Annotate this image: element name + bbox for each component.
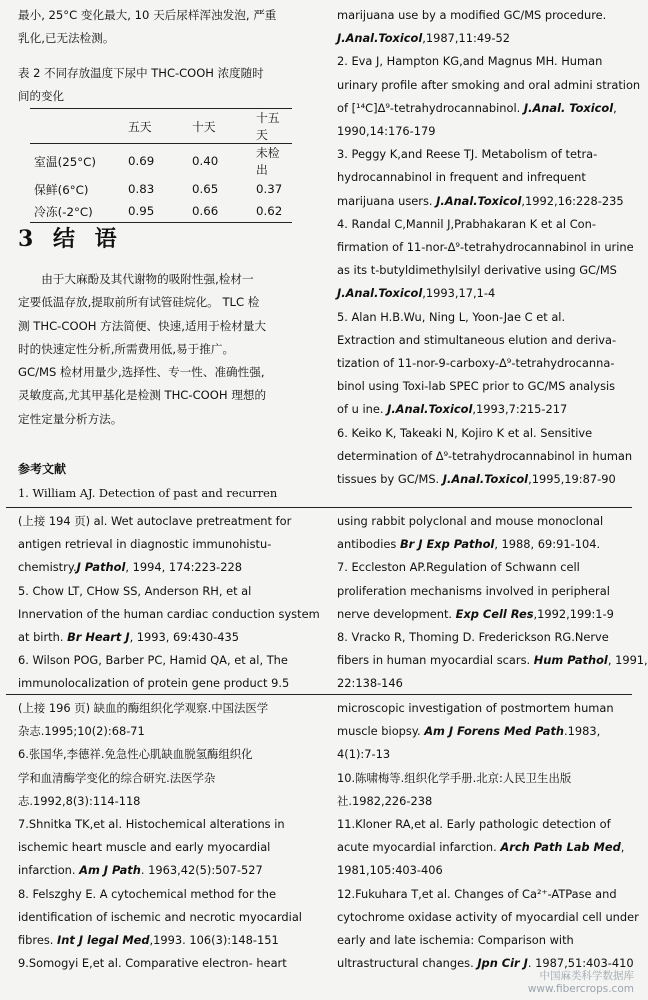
reference-line bbox=[337, 398, 627, 421]
reference-line bbox=[18, 697, 316, 720]
journal-name: J.Anal.Toxicol bbox=[337, 31, 423, 46]
journal-name: Exp Cell Res bbox=[455, 606, 534, 621]
journal-name: Int J legal Med bbox=[57, 933, 150, 948]
reference-line bbox=[337, 580, 627, 603]
table-cell: 0.65 bbox=[192, 182, 219, 196]
reference-line bbox=[337, 836, 627, 859]
reference-line bbox=[337, 626, 627, 649]
table-caption-line: 表 2 不同存放温度下尿中 THC-COOH 浓度随时 bbox=[18, 66, 264, 80]
reference-text: 学和血清酶学变化的综合研究.法医学杂 bbox=[18, 770, 216, 785]
reference-text: 7. Eccleston AP.Regulation of Schwann cell bbox=[337, 560, 580, 575]
journal-name: Am J Path bbox=[79, 863, 141, 878]
reference-text: of [¹⁴C]Δ⁹-tetrahydrocannabinol. bbox=[337, 100, 524, 115]
reference-line bbox=[18, 767, 316, 790]
journal-name: J.Anal.Toxicol bbox=[442, 472, 529, 487]
reference-line bbox=[18, 556, 316, 579]
reference-text: firmation of 11-nor-Δ⁹-tetrahydrocannabinol in urine bbox=[337, 240, 634, 255]
reference-line bbox=[337, 649, 648, 672]
table-row bbox=[30, 178, 292, 200]
table-cell: 0.69 bbox=[128, 154, 155, 168]
reference-line bbox=[337, 352, 627, 375]
table-row bbox=[30, 200, 292, 223]
references-column-bottom-left bbox=[18, 697, 316, 975]
reference-text: Extraction and stimultaneous elution and deriva- bbox=[337, 332, 617, 347]
table-header-row bbox=[30, 109, 292, 144]
reference-text: fibers in human myocardial scars. bbox=[337, 653, 534, 668]
reference-line bbox=[337, 672, 627, 695]
reference-text: urinary profile after smoking and oral admini stration bbox=[337, 77, 641, 92]
reference-line bbox=[337, 120, 627, 143]
conclusion-line: 由于大麻酚及其代谢物的吸附性强,检材一 bbox=[41, 272, 254, 286]
conclusion-line: 定要低温存放,提取前所有试管硅烷化。 TLC 检 bbox=[18, 295, 260, 310]
reference-line bbox=[337, 74, 641, 97]
reference-line bbox=[18, 859, 316, 882]
table-cell: 0.83 bbox=[128, 182, 155, 196]
reference-text: acute myocardial infarction. bbox=[337, 840, 501, 855]
reference-line bbox=[337, 720, 627, 743]
reference-citation: , 1991, bbox=[607, 653, 648, 668]
reference-item: 1. William AJ. Detection of past and recurren bbox=[18, 486, 278, 500]
reference-text: 3. Peggy K,and Reese TJ. Metabolism of tetra- bbox=[337, 147, 598, 162]
reference-line bbox=[337, 859, 627, 882]
reference-citation: ,1992,16:228-235 bbox=[521, 193, 624, 208]
reference-line bbox=[18, 813, 316, 836]
table-cell: 未检出 bbox=[256, 146, 280, 177]
reference-line bbox=[18, 626, 316, 649]
references-column-top-right bbox=[337, 4, 641, 491]
table-header-cell: 五天 bbox=[124, 109, 188, 144]
reference-line bbox=[337, 813, 627, 836]
watermark-url: www.fibercrops.com bbox=[527, 983, 634, 995]
reference-text: determination of Δ⁹-tetrahydrocannabinol in human bbox=[337, 448, 633, 463]
reference-text: immunolocalization of protein gene product 9.5 bbox=[18, 676, 290, 691]
reference-line bbox=[337, 4, 627, 27]
section-title: 3 结 语 bbox=[18, 226, 123, 252]
reference-text: 杂志.1995;10(2):68-71 bbox=[18, 724, 145, 739]
reference-line bbox=[18, 790, 316, 813]
journal-name: Jpn Cir J bbox=[477, 956, 528, 971]
reference-line bbox=[337, 236, 634, 259]
table-cell: 0.95 bbox=[124, 200, 188, 223]
reference-text: 5. Chow LT, CHow SS, Anderson RH, et al bbox=[18, 583, 252, 598]
reference-line bbox=[337, 259, 627, 282]
reference-text: Innervation of the human cardiac conduction system bbox=[18, 606, 320, 621]
reference-citation: .1983, bbox=[564, 724, 601, 739]
reference-text: (上接 196 页) 缺血的酶组织化学观察.中国法医学 bbox=[18, 701, 269, 715]
reference-text: (上接 194 页) al. Wet autoclave pretreatment for bbox=[18, 514, 292, 528]
reference-text: hydrocannabinol in frequent and infrequent bbox=[337, 170, 586, 185]
journal-name: Arch Path Lab Med bbox=[500, 840, 621, 855]
reference-line bbox=[18, 743, 316, 766]
reference-line bbox=[337, 603, 627, 626]
reference-citation: ,1993,17,1-4 bbox=[422, 286, 496, 301]
table-header-cell: 十五天 bbox=[252, 109, 292, 144]
reference-text: 社.1982,226-238 bbox=[337, 793, 433, 808]
reference-text: 6. Wilson POG, Barber PC, Hamid QA, et al, The bbox=[18, 653, 288, 668]
reference-text: tization of 11-nor-9-carboxy-Δ⁹-tetrahydrocanna- bbox=[337, 356, 615, 371]
reference-text: cytochrome oxidase activity of myocardial cell under bbox=[337, 909, 639, 924]
reference-text: ultrastructural changes. bbox=[337, 956, 478, 971]
reference-line bbox=[337, 697, 627, 720]
reference-citation: ,1995,19:87-90 bbox=[528, 472, 616, 487]
reference-citation: ,1987,11:49-52 bbox=[422, 31, 510, 46]
section-divider bbox=[6, 694, 632, 695]
journal-name: J.Anal.Toxicol bbox=[436, 193, 522, 208]
reference-line bbox=[18, 603, 320, 626]
reference-line bbox=[18, 906, 316, 929]
conclusion-line: 定性定量分析方法。 bbox=[18, 411, 123, 426]
reference-text: microscopic investigation of postmortem human bbox=[337, 701, 614, 715]
reference-text: 2. Eva J, Hampton KG,and Magnus MH. Human bbox=[337, 54, 603, 69]
reference-line bbox=[18, 649, 316, 672]
reference-line bbox=[337, 143, 627, 166]
table-caption-line: 间的变化 bbox=[18, 89, 64, 103]
reference-line bbox=[18, 929, 316, 952]
section-divider bbox=[6, 507, 632, 508]
reference-text: 8. Felszghy E. A cytochemical method for the bbox=[18, 886, 276, 901]
reference-text: proliferation mechanisms involved in peripheral bbox=[337, 583, 610, 598]
reference-text: fibres. bbox=[18, 933, 58, 948]
reference-citation: , bbox=[613, 100, 617, 115]
references-column-middle-right bbox=[337, 510, 648, 696]
reference-line bbox=[18, 720, 316, 743]
reference-text: 11.Kloner RA,et al. Early pathologic detection of bbox=[337, 817, 611, 832]
intro-line: 乳化,已无法检测。 bbox=[18, 31, 115, 46]
reference-line bbox=[337, 27, 627, 50]
reference-text: 志.1992,8(3):114-118 bbox=[18, 793, 141, 808]
journal-name: J.Anal. Toxicol bbox=[523, 100, 614, 115]
reference-citation: , 1993, 69:430-435 bbox=[129, 630, 239, 645]
journal-name: Br Heart J bbox=[67, 630, 130, 645]
reference-text: chemistry. bbox=[18, 560, 77, 575]
reference-text: 9.Somogyi E,et al. Comparative electron- heart bbox=[18, 956, 287, 971]
reference-line bbox=[337, 468, 627, 491]
reference-line bbox=[337, 213, 627, 236]
conclusion-line: 灵敏度高,尤其甲基化是检测 THC-COOH 理想的 bbox=[18, 388, 267, 403]
reference-citation: , 1994, 174:223-228 bbox=[125, 560, 243, 575]
journal-name: J.Anal.Toxicol bbox=[337, 286, 423, 301]
reference-text: 5. Alan H.B.Wu, Ning L, Yoon-Jae C et al. bbox=[337, 309, 566, 324]
reference-line bbox=[18, 952, 316, 975]
reference-text: binol using Toxi-lab SPEC prior to GC/MS analysis bbox=[337, 379, 616, 394]
table-header-cell bbox=[30, 109, 124, 144]
reference-text: at birth. bbox=[18, 630, 68, 645]
reference-text: 7.Shnitka TK,et al. Histochemical alterations in bbox=[18, 817, 285, 832]
table-header-cell: 十天 bbox=[188, 109, 252, 144]
reference-line bbox=[337, 883, 627, 906]
reference-line bbox=[337, 929, 627, 952]
reference-text: infarction. bbox=[18, 863, 80, 878]
reference-text: 4. Randal C,Mannil J,Prabhakaran K et al Con- bbox=[337, 216, 596, 231]
reference-text: antigen retrieval in diagnostic immunohistu- bbox=[18, 537, 272, 552]
reference-text: muscle biopsy. bbox=[337, 724, 425, 739]
reference-line bbox=[18, 510, 316, 533]
references-column-bottom-right bbox=[337, 697, 639, 975]
table-caption bbox=[18, 62, 316, 108]
reference-line bbox=[337, 556, 627, 579]
reference-line bbox=[337, 510, 627, 533]
reference-line bbox=[337, 282, 627, 305]
reference-text: nerve development. bbox=[337, 606, 456, 621]
reference-line bbox=[337, 767, 627, 790]
reference-line bbox=[18, 580, 316, 603]
reference-line bbox=[337, 422, 627, 445]
reference-text: 1981,105:403-406 bbox=[337, 863, 443, 878]
intro-paragraph bbox=[18, 4, 316, 51]
reference-line bbox=[18, 836, 316, 859]
reference-text: 4(1):7-13 bbox=[337, 747, 391, 762]
reference-text: of u ine. bbox=[337, 402, 388, 417]
table-cell: 冷冻(-2°C) bbox=[30, 200, 124, 223]
journal-name: Br J Exp Pathol bbox=[400, 537, 495, 552]
table-row bbox=[30, 144, 292, 179]
watermark-line: 中国麻类科学数据库 bbox=[539, 970, 634, 982]
reference-text: 6. Keiko K, Takeaki N, Kojiro K et al. Sensitive bbox=[337, 425, 593, 440]
reference-text: as its t-butyldimethylsilyl derivative using GC/MS bbox=[337, 263, 617, 278]
reference-text: 12.Fukuhara T,et al. Changes of Ca²⁺-ATPase and bbox=[337, 886, 617, 901]
conclusion-line: GC/MS 检材用量少,选择性、专一性、准确性强, bbox=[18, 365, 265, 380]
reference-citation: , 1988, 69:91-104. bbox=[494, 537, 601, 552]
reference-line bbox=[18, 883, 316, 906]
reference-line bbox=[337, 50, 627, 73]
reference-citation: . 1987,51:403-410 bbox=[527, 956, 634, 971]
reference-line bbox=[337, 790, 627, 813]
reference-text: 6.张国华,李德祥.免急性心肌缺血脱氢酶组织化 bbox=[18, 747, 253, 762]
table-cell: 0.40 bbox=[192, 154, 219, 168]
reference-citation: ,1993. 106(3):148-151 bbox=[149, 933, 279, 948]
table-cell: 室温(25°C) bbox=[34, 154, 96, 169]
reference-citation: ,1992,199:1-9 bbox=[533, 606, 614, 621]
reference-text: marijuana users. bbox=[337, 193, 437, 208]
reference-line bbox=[337, 329, 627, 352]
table-cell: 0.66 bbox=[188, 200, 252, 223]
reference-line bbox=[337, 743, 627, 766]
intro-line: 最小, 25°C 变化最大, 10 天后尿样浑浊发泡, 严重 bbox=[18, 8, 277, 22]
reference-line bbox=[337, 906, 639, 929]
table-cell: 0.37 bbox=[256, 182, 283, 196]
journal-name: J Pathol bbox=[76, 560, 126, 575]
reference-line bbox=[18, 533, 316, 556]
reference-line bbox=[337, 97, 627, 120]
reference-text: 8. Vracko R, Thoming D. Frederickson RG.Nerve bbox=[337, 630, 609, 645]
reference-citation: ,1993,7:215-217 bbox=[472, 402, 568, 417]
reference-line bbox=[337, 190, 627, 213]
reference-text: marijuana use by a modified GC/MS procedure. bbox=[337, 8, 607, 22]
concentration-table bbox=[30, 108, 292, 223]
table-cell: 0.62 bbox=[252, 200, 292, 223]
reference-line bbox=[18, 672, 316, 695]
conclusion-paragraph bbox=[18, 268, 316, 431]
reference-citation: , bbox=[620, 840, 625, 855]
reference-line bbox=[337, 306, 627, 329]
reference-line bbox=[337, 445, 633, 468]
site-watermark bbox=[528, 970, 634, 996]
reference-line bbox=[337, 533, 627, 556]
reference-text: early and late ischemia: Comparison with bbox=[337, 933, 574, 948]
reference-text: tissues by GC/MS. bbox=[337, 472, 443, 487]
journal-name: Hum Pathol bbox=[533, 653, 608, 668]
reference-text: identification of ischemic and necrotic myocardial bbox=[18, 909, 302, 924]
reference-text: 22:138-146 bbox=[337, 676, 403, 691]
references-column-middle-left bbox=[18, 510, 320, 696]
table-cell: 保鲜(6°C) bbox=[34, 182, 89, 197]
references-heading: 参考文献 bbox=[18, 462, 67, 476]
conclusion-line: 测 THC-COOH 方法简便、快速,适用于检材量大 bbox=[18, 318, 267, 333]
reference-citation: . 1963,42(5):507-527 bbox=[140, 863, 263, 878]
journal-name: Am J Forens Med Path bbox=[424, 724, 565, 739]
reference-text: using rabbit polyclonal and mouse monoclonal bbox=[337, 514, 604, 528]
reference-line bbox=[337, 375, 627, 398]
journal-name: J.Anal.Toxicol bbox=[387, 402, 473, 417]
reference-text: antibodies bbox=[337, 537, 400, 552]
reference-line bbox=[337, 166, 627, 189]
reference-text: ischemic heart muscle and early myocardial bbox=[18, 840, 271, 855]
conclusion-line: 时的快速定性分析,所需费用低,易于推广。 bbox=[18, 341, 235, 356]
reference-text: 10.陈啸梅等.组织化学手册.北京:人民卫生出版 bbox=[337, 770, 572, 785]
reference-text: 1990,14:176-179 bbox=[337, 124, 436, 139]
